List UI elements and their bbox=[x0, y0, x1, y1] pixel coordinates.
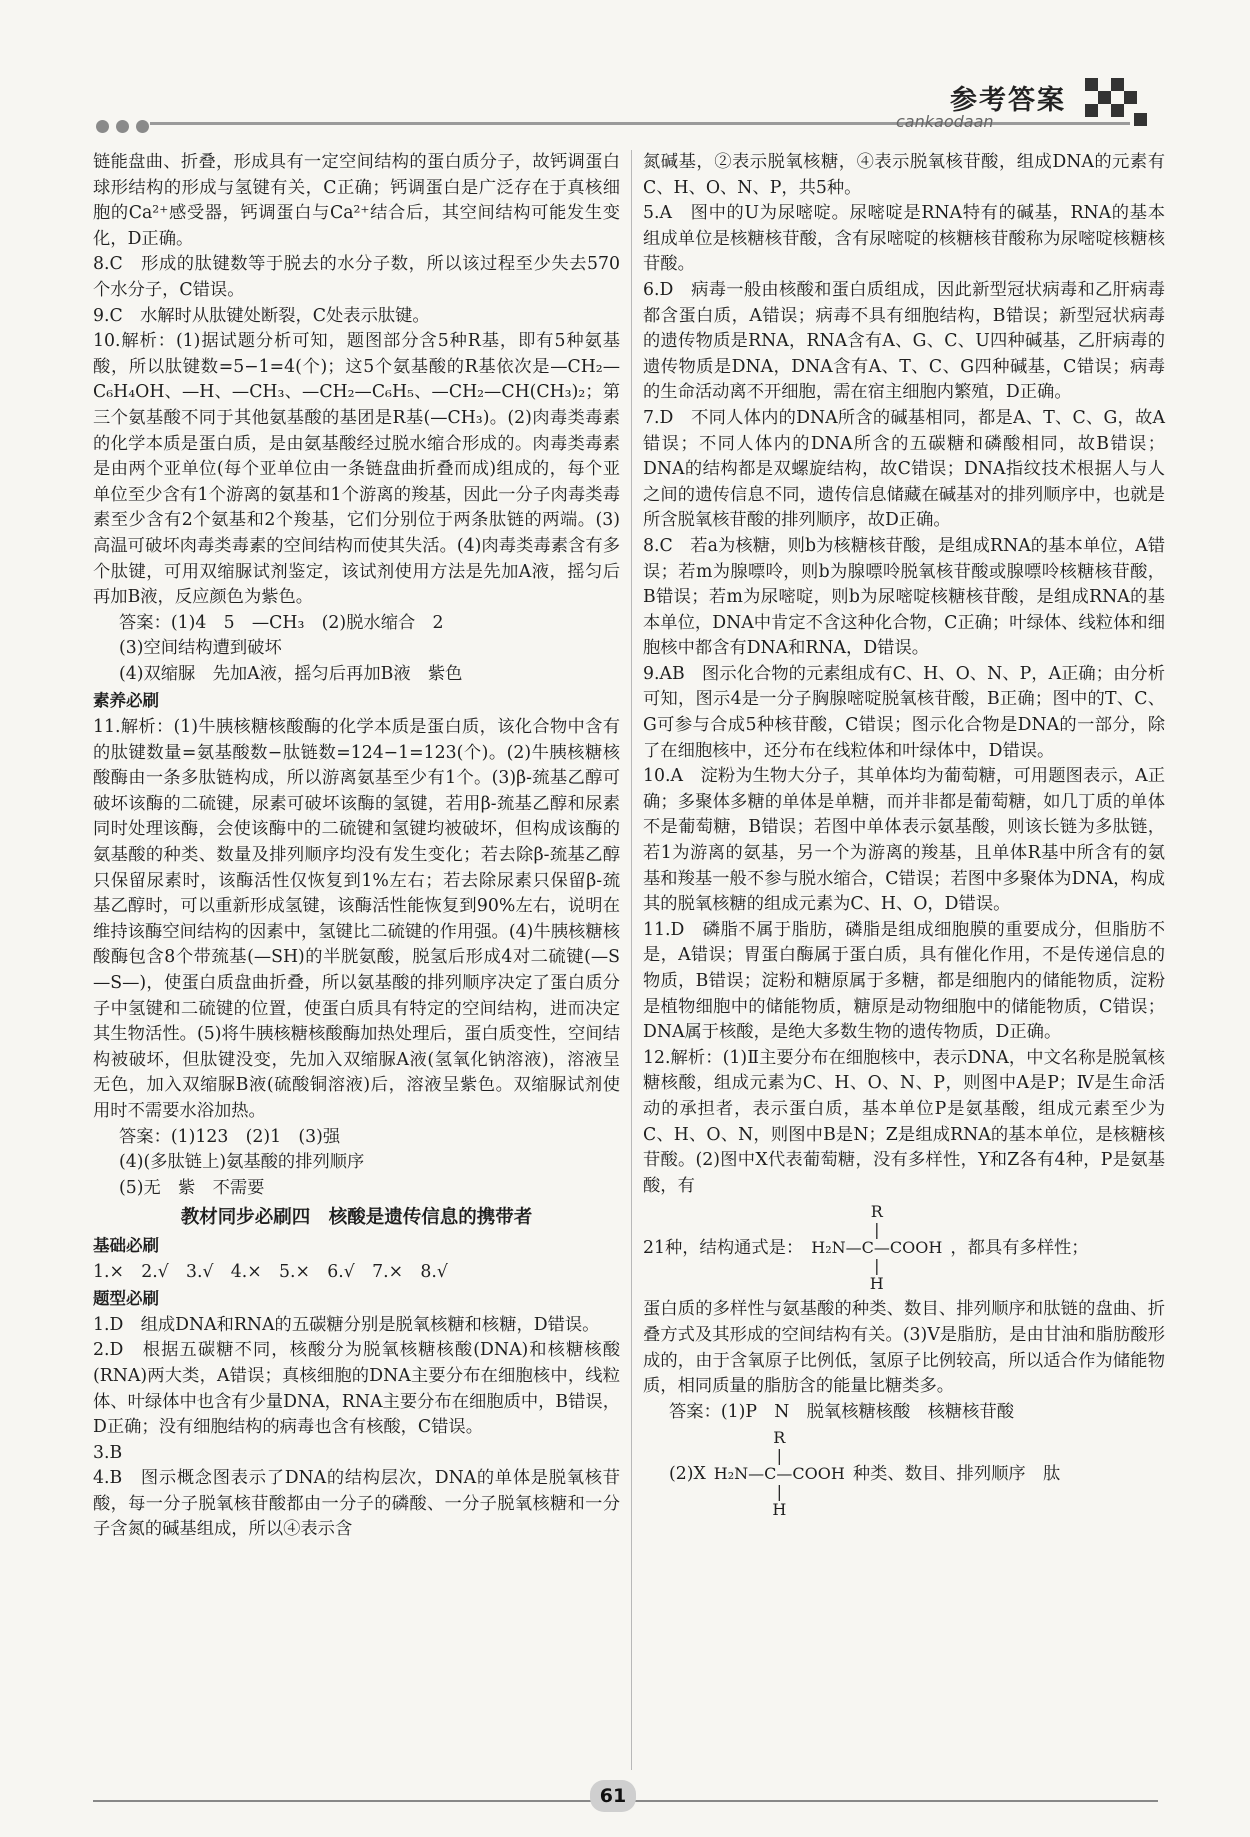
formula-suffix: 种类、数目、排列顺序 肽 bbox=[852, 1463, 1061, 1484]
amino-acid-structure: R | H₂N—C—COOH | H bbox=[713, 1428, 845, 1520]
formula-carbon: C bbox=[764, 1464, 777, 1484]
left-column bbox=[93, 150, 620, 1543]
answer-8: 8.C 若a为核糖，则b为核糖核苷酸，是组成RNA的基本单位，A错误；若m为腺嘌呤，则b为腺嘌呤脱氧核苷酸或腺嘌呤核糖核苷酸，B错误；若m为尿嘧啶，则b为尿嘧啶核糖核苷酸，是组成RNA的基本单位，DNA中肯定不含这种化合物，C正确；叶绿体、线粒体和细胞核中都含有DNA和RNA，D错误。 bbox=[643, 535, 1165, 659]
paragraph: 氮碱基，②表示脱氧核糖，④表示脱氧核苷酸，组成DNA的元素有C、H、O、N、P，共5种。 bbox=[643, 152, 1165, 198]
answer-key: (4)双缩脲 先加A液，摇匀后再加B液 紫色 bbox=[119, 663, 463, 684]
formula-prefix: 21种，结构通式是： bbox=[643, 1237, 804, 1258]
header-dots bbox=[96, 118, 156, 137]
paragraph: 链能盘曲、折叠，形成具有一定空间结构的蛋白质分子，故钙调蛋白球形结构的形成与氢键有关，C正确；钙调蛋白是广泛存在于真核细胞的Ca²⁺感受器，钙调蛋白与Ca²⁺结合后，其空间结构可能发生变化，D正确。 bbox=[93, 152, 620, 249]
answer-11: 11.解析：(1)牛胰核糖核酸酶的化学本质是蛋白质，该化合物中含有的肽键数量=氨基酸数−肽链数=124−1=123(个)。(2)牛胰核糖核酸酶由一条多肽链构成，所以游离氨基至少有1个。(3)β-巯基乙醇可破坏该酶的二硫键，尿素可破坏该酶的氢键，若用β-巯基乙醇和尿素同时处理该酶，会使该酶中的二硫键和氢键均被破坏，但构成该酶的氨基酸的种类、数量及排列顺序均没有发生变化；若去除β-巯基乙醇只保留尿素时，该酶活性仅恢复到1%左右；若去除尿素只保留β-巯基乙醇时，可以重新形成氢键，该酶活性能恢复到90%左右，说明在维持该酶空间结构的因素中，氢键比二硫键的作用强。(4)牛胰核糖核酸酶包含8个带巯基(—SH)的半胱氨酸，脱氢后形成4对二硫键(—S—S—)，使蛋白质盘曲折叠，所以氨基酸的排列顺序决定了蛋白质分子中氢键和二硫键的位置，使蛋白质具有特定的空间结构，进而决定其生物活性。(5)将牛胰核糖核酸酶加热处理后，蛋白质变性，空间结构被破坏，但肽键没变，先加入双缩脲A液(氢氧化钠溶液)，溶液呈无色，加入双缩脲B液(硫酸铜溶液)后，溶液呈紫色。双缩脲试剂使用时不需要水浴加热。 bbox=[93, 717, 620, 1121]
answer-7: 7.D 不同人体内的DNA所含的碱基相同，都是A、T、C、G，故A错误；不同人体内的DNA所含的五碳糖和磷酸相同，故B错误；DNA的结构都是双螺旋结构，故C错误；DNA指纹技术根据人与人之间的遗传信息不同，遗传信息储藏在碱基对的排列顺序中，也就是所含脱氧核苷酸的排列顺序，故D正确。 bbox=[643, 407, 1165, 531]
answer-2: 2.D 根据五碳糖不同，核酸分为脱氧核糖核酸(DNA)和核糖核酸(RNA)两大类，A错误；真核细胞的DNA主要分布在细胞核中，线粒体、叶绿体中也含有少量DNA，RNA主要分布在细胞质中，B错误，D正确；没有细胞结构的病毒也含有核酸，C错误。 bbox=[93, 1340, 620, 1438]
answer-key: (3)空间结构遭到破坏 bbox=[119, 638, 282, 659]
right-column bbox=[643, 150, 1165, 1523]
formula-h: H bbox=[869, 1274, 884, 1294]
answer-9: 9.AB 图示化合物的元素组成有C、H、O、N、P，A正确；由分析可知，图示4是一分子胸腺嘧啶脱氧核苷酸，B正确；图中的T、C、G可参与合成5种核苷酸，C错误；图示化合物是DNA的一部分，除了在细胞核中，还分布在线粒体和叶绿体中，D错误。 bbox=[643, 663, 1165, 761]
formula-carboxyl: —COOH bbox=[776, 1464, 845, 1484]
chapter-heading: 教材同步必刷四 核酸是遗传信息的携带者 bbox=[180, 1207, 533, 1229]
section-heading: 题型必刷 bbox=[93, 1289, 159, 1309]
header-title: 参考答案 bbox=[950, 85, 1066, 116]
answer-key: 答案：(1)123 (2)1 (3)强 bbox=[119, 1126, 341, 1147]
answer-6: 6.D 病毒一般由核酸和蛋白质组成，因此新型冠状病毒和乙肝病毒都含蛋白质，A错误；病毒不具有细胞结构，B错误；新型冠状病毒的遗传物质是RNA，RNA含有A、G、C、U四种碱基，乙肝病毒的遗传物质是DNA，DNA含有A、T、C、G四种碱基，C错误；病毒的生命活动离不开细胞，需在宿主细胞内繁殖，D正确。 bbox=[643, 279, 1165, 403]
answer-key: 答案：(1)P N 脱氧核糖核酸 核糖核苷酸 bbox=[669, 1401, 1015, 1422]
answer-8: 8.C 形成的肽键数等于脱去的水分子数，所以该过程至少失去570个水分子，C错误。 bbox=[93, 254, 620, 300]
page-header bbox=[0, 0, 1250, 135]
answer-4: 4.B 图示概念图表示了DNA的结构层次，DNA的单体是脱氧核苷酸，每一分子脱氧核苷酸都由一分子的磷酸、一分子脱氧核糖和一分子含氮的碱基组成，所以④表示含 bbox=[93, 1468, 620, 1540]
formula-r: R bbox=[870, 1202, 883, 1222]
answer-1: 1.D 组成DNA和RNA的五碳糖分别是脱氧核糖和核糖，D错误。 bbox=[93, 1314, 600, 1335]
amino-acid-structure: R | H₂N—C—COOH | H bbox=[811, 1202, 943, 1294]
section-heading: 基础必刷 bbox=[93, 1235, 159, 1255]
answer-12-cont: 蛋白质的多样性与氨基酸的种类、数目、排列顺序和肽链的盘曲、折叠方式及其形成的空间结构有关。(3)Ⅴ是脂肪，是由甘油和脂肪酸形成的，由于含氧原子比例低，氢原子比例较高，所以适合作为储能物质，相同质量的脂肪含的能量比糖类多。 bbox=[643, 1299, 1165, 1397]
section-heading: 素养必刷 bbox=[93, 691, 159, 711]
formula-prefix: (2)X bbox=[669, 1463, 706, 1484]
formula-amino: H₂N— bbox=[811, 1238, 862, 1258]
checker-logo-icon bbox=[1085, 78, 1147, 126]
column-divider bbox=[631, 150, 632, 1770]
answer-key: (4)(多肽链上)氨基酸的排列顺序 bbox=[119, 1152, 365, 1173]
formula-amino: H₂N— bbox=[713, 1464, 765, 1484]
amino-acid-formula-line bbox=[643, 1203, 1165, 1293]
answer-key: 答案：(1)4 5 —CH₃ (2)脱水缩合 2 bbox=[119, 612, 444, 633]
page-number: 61 bbox=[590, 1780, 636, 1812]
answer-10: 10.解析：(1)据试题分析可知，题图部分含5种R基，即有5种氨基酸，所以肽键数=5−1=4(个)；这5个氨基酸的R基依次是—CH₂—C₆H₄OH、—H、—CH₃、—CH₂—C₆H₅、—CH₂—CH(CH₃)₂；第三个氨基酸不同于其他氨基酸的基团是R基(—CH₃)。(2)肉毒类毒素的化学本质是蛋白质，是由氨基酸经过脱水缩合形成的。肉毒类毒素是由两个亚单位(每个亚单位由一条链盘曲折叠而成)组成的，每个亚单位至少含有1个游离的氨基和1个游离的羧基，因此一分子肉毒类毒素至少含有2个氨基和2个羧基，它们分别位于两条肽链的两端。(3)高温可破坏肉毒类毒素的空间结构而使其失活。(4)肉毒类毒素含有多个肽键，可用双缩脲试剂鉴定，该试剂使用方法是先加A液，摇匀后再加B液，反应颜色为紫色。 bbox=[93, 331, 620, 608]
formula-suffix: ，都具有多样性； bbox=[950, 1237, 1089, 1258]
formula-h: H bbox=[772, 1500, 787, 1520]
true-false-answers: 1.× 2.√ 3.√ 4.× 5.× 6.√ 7.× 8.√ bbox=[93, 1261, 448, 1282]
answer-key-formula bbox=[643, 1429, 1165, 1519]
answer-11: 11.D 磷脂不属于脂肪，磷脂是组成细胞膜的重要成分，但脂肪不是，A错误；胃蛋白酶属于蛋白质，具有催化作用，不是传递信息的物质，B错误；淀粉和糖原属于多糖，都是细胞内的储能物质，淀粉是植物细胞中的储能物质，糖原是动物细胞中的储能物质，C错误；DNA属于核酸，是绝大多数生物的遗传物质，D正确。 bbox=[643, 919, 1165, 1043]
header-subtitle: cankaodaan bbox=[896, 112, 994, 131]
formula-carboxyl: —COOH bbox=[873, 1238, 943, 1258]
formula-carbon: C bbox=[861, 1238, 874, 1258]
answer-3: 3.B bbox=[93, 1442, 123, 1463]
answer-key: (5)无 紫 不需要 bbox=[119, 1177, 265, 1198]
answer-10: 10.A 淀粉为生物大分子，其单体均为葡萄糖，可用题图表示，A正确；多聚体多糖的单体是单糖，而并非都是葡萄糖，如几丁质的单体不是葡萄糖，B错误；若图中单体表示氨基酸，则该长链为多肽链，若1为游离的氨基，另一个为游离的羧基，且单体R基中所含有的氨基和羧基一般不参与脱水缩合，C错误；若图中多聚体为DNA，构成其的脱氧核糖的组成元素为C、H、O，D错误。 bbox=[643, 766, 1165, 915]
answer-9: 9.C 水解时从肽键处断裂，C处表示肽键。 bbox=[93, 305, 430, 326]
formula-r: R bbox=[773, 1428, 786, 1448]
answer-5: 5.A 图中的U为尿嘧啶。尿嘧啶是RNA特有的碱基，RNA的基本组成单位是核糖核苷酸，含有尿嘧啶的核糖核苷酸称为尿嘧啶核糖核苷酸。 bbox=[643, 203, 1165, 275]
answer-12: 12.解析：(1)Ⅱ主要分布在细胞核中，表示DNA，中文名称是脱氧核糖核酸，组成元素为C、H、O、N、P，则图中A是P；Ⅳ是生命活动的承担者，表示蛋白质，基本单位P是氨基酸，组成元素至少为C、H、O、N，则图中B是N；Z是组成RNA的基本单位，是核糖核苷酸。(2)图中X代表葡萄糖，没有多样性，Y和Z各有4种，P是氨基酸，有 bbox=[643, 1047, 1165, 1196]
